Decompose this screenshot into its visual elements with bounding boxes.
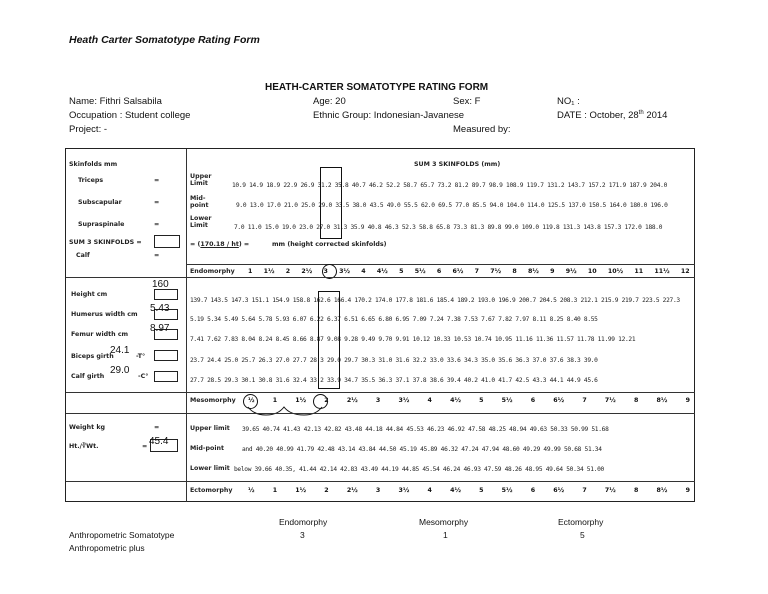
summary-ecto-header: Ectomorphy (558, 517, 604, 527)
ectomorphy-tick: 4 (427, 487, 432, 494)
ecto-lower-label: Lower limit (190, 465, 230, 472)
mesomorphy-tick: 1½ (295, 397, 307, 404)
ecto-lower-row: below 39.66 40.35, 41.44 42.14 42.83 43.49 44.19 44.85 45.54 46.24 46.93 47.59 48.26 48.95 49.64 50.34 51.00 (234, 466, 604, 473)
summary-meso-header: Mesomorphy (419, 517, 469, 527)
anthro-selection-rect (318, 291, 340, 389)
summary-endo-value: 3 (300, 530, 305, 540)
humerus-row: 5.19 5.34 5.49 5.64 5.78 5.93 6.07 6.22 6.37 6.51 6.65 6.80 6.95 7.09 7.24 7.38 7.53 7.67 7.82 7.97 8.11 8.25 8.40 8.55 (190, 316, 598, 323)
hw-calf: 29.0 (110, 365, 130, 376)
endomorphy-tick: 1 (248, 268, 253, 275)
ecto-upper-label: Upper limit (190, 425, 230, 432)
sex-field: Sex: F (453, 96, 481, 107)
endomorphy-tick: 1½ (263, 268, 275, 275)
date-sup: th (638, 110, 644, 116)
ethnic-field: Ethnic Group: Indonesian-Javanese (313, 110, 465, 121)
ectomorphy-tick: 6 (530, 487, 536, 494)
endomorphy-tick: 2½ (301, 268, 313, 275)
ectomorphy-tick: 3 (375, 487, 381, 494)
name-field: Name: Fithri Salsabila (69, 96, 162, 107)
mesomorphy-label: Mesomorphy (190, 397, 236, 404)
ecto-mid-row: and 40.20 40.99 41.79 42.48 43.14 43.84 44.50 45.19 45.89 46.32 47.24 47.94 48.60 49.29 49.99 50.68 51.34 (242, 446, 602, 453)
humerus-label: Humerus width cm (71, 311, 138, 318)
endomorphy-tick: 5 (399, 268, 404, 275)
weight-equals: = (154, 424, 160, 431)
biceps-tag: -T° (136, 353, 146, 360)
endomorphy-tick: 4 (361, 268, 366, 275)
endomorphy-tick: 5½ (414, 268, 426, 275)
sum-skinfolds-label: SUM 3 SKINFOLDS = (69, 239, 142, 246)
date-suffix: 2014 (643, 110, 668, 122)
endomorphy-tick: 4½ (376, 268, 388, 275)
ecto-mid-label: Mid-point (190, 445, 225, 452)
ectomorphy-tick: 4½ (450, 487, 461, 494)
ectomorphy-tick: 9 (685, 487, 690, 494)
skinfold-upper-row: 10.9 14.9 18.9 22.9 26.9 31.2 35.8 40.7 46.2 52.2 58.7 65.7 73.2 81.2 89.7 98.9 108.9 119.7 131.2 143.7 157.2 171.9 187.9 204.0 (232, 182, 668, 189)
age-field: Age: 20 (313, 96, 346, 107)
ectomorphy-tick: 3½ (398, 487, 410, 494)
triceps-label: Triceps (78, 177, 104, 184)
ectomorphy-tick: 1½ (295, 487, 307, 494)
endomorphy-tick: 3½ (339, 268, 351, 275)
mesomorphy-tick: 5 (479, 397, 484, 404)
endomorphy-tick: 9½ (565, 268, 577, 275)
subscapular-label: Subscapular (78, 199, 122, 206)
endomorphy-tick: 2 (285, 268, 291, 275)
endo-top-line (186, 264, 695, 265)
correction-fraction: 170.18 / ht (200, 241, 239, 248)
hw-femur: 8.97 (150, 323, 170, 334)
ectomorphy-tick: 8 (633, 487, 639, 494)
somatotype-form-scan (65, 148, 695, 502)
mesomorphy-tick: 1 (272, 397, 278, 404)
meso-bottom-line (66, 413, 695, 414)
ectomorphy-tick: 2 (324, 487, 329, 494)
endomorphy-tick: 8½ (527, 268, 539, 275)
ectomorphy-tick: 6½ (553, 487, 565, 494)
supraspinale-label: Supraspinale (78, 221, 125, 228)
mesomorphy-tick: 7½ (604, 397, 616, 404)
mesomorphy-tick: 3½ (398, 397, 410, 404)
ectomorphy-tick: 8½ (656, 487, 668, 494)
weight-label: Weight kg (69, 424, 106, 431)
meso-bracket (246, 405, 326, 419)
calf-girth-row: 27.7 28.5 29.3 30.1 30.8 31.6 32.4 33.2 33.9 34.7 35.5 36.3 37.1 37.8 38.6 39.4 40.2 41.0 41.7 42.5 43.3 44.1 44.9 45.6 (190, 377, 598, 384)
calf-girth-label: Calf girth (71, 373, 105, 380)
ht-wt-label: Ht./∛Wt. (69, 443, 99, 450)
summary-ecto-value: 5 (580, 530, 585, 540)
project-field: Project: - (69, 124, 108, 135)
sum-skinfolds-box (154, 235, 180, 248)
endomorphy-tick: 10 (587, 268, 597, 275)
endo-bottom-line (66, 277, 695, 278)
biceps-label: Biceps girth (71, 353, 114, 360)
endomorphy-scale (244, 268, 694, 275)
document-header: Heath Carter Somatotype Rating Form (69, 34, 260, 46)
endomorphy-label: Endomorphy (190, 268, 235, 275)
height-row: 139.7 143.5 147.3 151.1 154.9 158.8 162.6 166.4 170.2 174.0 177.8 181.6 185.4 189.2 193.0 196.9 200.7 204.5 208.3 212.1 215.9 219.7 223.5 227.3 (190, 297, 680, 304)
mesomorphy-tick: 7 (582, 397, 587, 404)
femur-label: Femur width cm (71, 331, 129, 338)
supraspinale-equals: = (154, 221, 160, 228)
endomorphy-tick: 12 (680, 268, 690, 275)
no-field: NO₁ : (557, 96, 580, 107)
calf-girth-box (154, 371, 178, 382)
endomorphy-tick: 8 (512, 268, 517, 275)
triceps-equals: = (154, 177, 160, 184)
lower-limit-label: Lower Limit (190, 215, 212, 229)
calf-label: Calf (76, 252, 90, 259)
mesomorphy-tick: 3 (375, 397, 381, 404)
mesomorphy-tick: 4 (427, 397, 432, 404)
hw-height: 160 (152, 279, 169, 290)
hw-biceps: 24.1 (110, 345, 130, 356)
date-prefix: DATE : October, 28 (557, 110, 639, 122)
occupation-field: Occupation : Student college (69, 110, 191, 121)
endomorphy-tick: 9 (550, 268, 555, 275)
ecto-top-line (66, 481, 695, 482)
subscapular-equals: = (154, 199, 160, 206)
mesomorphy-tick: 8 (633, 397, 639, 404)
form-title: HEATH-CARTER SOMATOTYPE RATING FORM (265, 82, 489, 93)
mesomorphy-tick: ½ (248, 397, 255, 404)
upper-limit-label: Upper Limit (190, 173, 212, 187)
endomorphy-tick: 7½ (490, 268, 502, 275)
biceps-box (154, 350, 178, 361)
ectomorphy-tick: 7 (582, 487, 587, 494)
endomorphy-tick: 6½ (452, 268, 464, 275)
mesomorphy-tick: 2½ (346, 397, 358, 404)
measured-field: Measured by: (453, 124, 511, 135)
ectomorphy-tick: 2½ (346, 487, 358, 494)
hw-ht-wt: 45.4 (149, 436, 169, 447)
hw-humerus: 5.43 (150, 303, 170, 314)
endomorphy-tick: 7 (474, 268, 479, 275)
skinfold-lower-row: 7.0 11.0 15.0 19.0 23.0 27.0 31.3 35.9 40.8 46.3 52.3 58.8 65.8 73.3 81.3 89.8 99.0 109.0 119.8 131.3 143.8 157.3 172.0 188.0 (234, 224, 663, 231)
ectomorphy-tick: 7½ (604, 487, 616, 494)
mid-point-label: Mid-point (190, 195, 209, 209)
mesomorphy-tick: 6 (530, 397, 536, 404)
correction-formula: = (170.18 / ht) = (190, 241, 250, 248)
meso-top-line (66, 392, 695, 393)
ectomorphy-tick: 5 (479, 487, 484, 494)
skinfold-selection-rect (320, 167, 342, 239)
endomorphy-tick: 6 (436, 268, 442, 275)
mesomorphy-tick: 5½ (501, 397, 513, 404)
femur-row: 7.41 7.62 7.83 8.04 8.24 8.45 8.66 8.87 9.08 9.28 9.49 9.70 9.91 10.12 10.33 10.53 10.74 10.95 11.16 11.36 11.57 11.78 11.99 12.21 (190, 336, 636, 343)
ectomorphy-tick: ½ (248, 487, 255, 494)
mesomorphy-tick: 8½ (656, 397, 668, 404)
summary-meso-value: 1 (443, 530, 448, 540)
biceps-row: 23.7 24.4 25.0 25.7 26.3 27.0 27.7 28.3 29.0 29.7 30.3 31.0 31.6 32.2 33.0 33.6 34.3 35.0 35.6 36.3 37.0 37.6 38.3 39.0 (190, 357, 598, 364)
date-field (557, 110, 667, 121)
endomorphy-tick: 10½ (607, 268, 624, 275)
endomorphy-tick: 11 (634, 268, 644, 275)
mesomorphy-scale (244, 397, 694, 404)
mesomorphy-tick: 2 (324, 397, 329, 404)
mesomorphy-tick: 6½ (553, 397, 565, 404)
endomorphy-tick: 11½ (654, 268, 670, 275)
summary-row1-label: Anthropometric Somatotype (69, 530, 175, 540)
ectomorphy-tick: 1 (272, 487, 278, 494)
summary-endo-header: Endomorphy (279, 517, 328, 527)
ectomorphy-tick: 5½ (501, 487, 513, 494)
ectomorphy-scale (244, 487, 694, 494)
calf-tag: -C° (138, 373, 149, 380)
summary-row2-label: Anthropometric plus (69, 543, 145, 553)
endomorphy-tick: 3 (323, 268, 328, 275)
height-label: Height cm (71, 291, 108, 298)
correction-text: mm (height corrected skinfolds) (272, 241, 387, 248)
skinfold-mid-row: 9.0 13.0 17.0 21.0 25.0 29.0 33.5 38.0 43.5 49.0 55.5 62.0 69.5 77.0 85.5 94.0 104.0 114.0 125.5 137.0 150.5 164.0 180.0 196.0 (236, 202, 668, 209)
skinfolds-label: Skinfolds mm (69, 161, 118, 168)
ecto-upper-row: 39.65 40.74 41.43 42.13 42.82 43.48 44.18 44.84 45.53 46.23 46.92 47.58 48.25 48.94 49.63 50.33 50.99 51.68 (242, 426, 609, 433)
column-divider (186, 149, 187, 502)
ht-wt-equals: = (142, 443, 148, 450)
ectomorphy-label: Ectomorphy (190, 487, 233, 494)
mesomorphy-tick: 9 (685, 397, 690, 404)
height-box (154, 289, 178, 300)
calf-equals: = (154, 252, 160, 259)
mesomorphy-tick: 4½ (450, 397, 461, 404)
sum-skinfolds-header: SUM 3 SKINFOLDS (mm) (414, 161, 501, 168)
